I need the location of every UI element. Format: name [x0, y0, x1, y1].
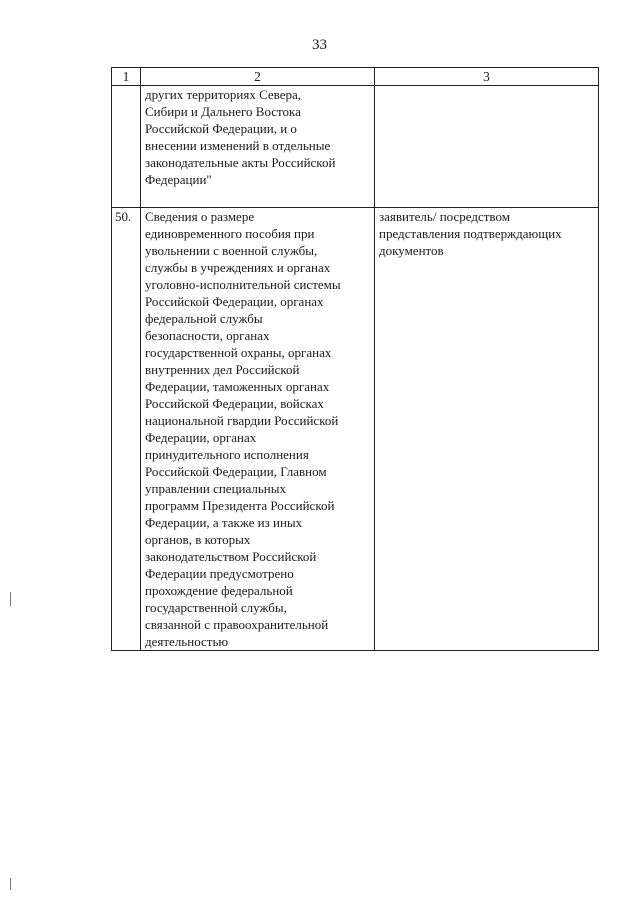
document-name-cell: Сведения о размере единовременного пособия при увольнении с военной службы, службы в учреждениях и органах уголовно-исполнительной системы Российской Федерации, органах федеральной службы безопасности, органах государственной охраны, органах внутренних дел Российской Федерации, таможенных органах Российской Федерации, войсках национальной гвардии Российской Федерации, органах принудительного исполнения Российской Федерации, Главном управлении специальных программ Президента Российской Федерации, а также из иных органов, в которых законодательством Российской Федерации предусмотрено прохождение федеральной государственной службы, связанной с правоохранительной деятельностью: [141, 208, 375, 651]
scan-margin-mark: [10, 878, 11, 890]
header-cell-2: 2: [141, 68, 375, 86]
row-number-cell: 50.: [112, 208, 141, 651]
row-number-cell: [112, 86, 141, 208]
document-name-cell: других территориях Севера, Сибири и Дальнего Востока Российской Федерации, и о внесении изменений в отдельные законодательные акты Российской Федерации": [141, 86, 375, 208]
source-cell: [375, 86, 599, 208]
table-row: [112, 86, 599, 208]
scan-margin-mark: [10, 592, 11, 606]
document-table: [111, 67, 599, 651]
source-cell: заявитель/ посредством представления подтверждающих документов: [375, 208, 599, 651]
header-cell-1: 1: [112, 68, 141, 86]
table-row: [112, 208, 599, 651]
table-header-row: [112, 68, 599, 86]
header-cell-3: 3: [375, 68, 599, 86]
page-number: 33: [312, 37, 327, 53]
